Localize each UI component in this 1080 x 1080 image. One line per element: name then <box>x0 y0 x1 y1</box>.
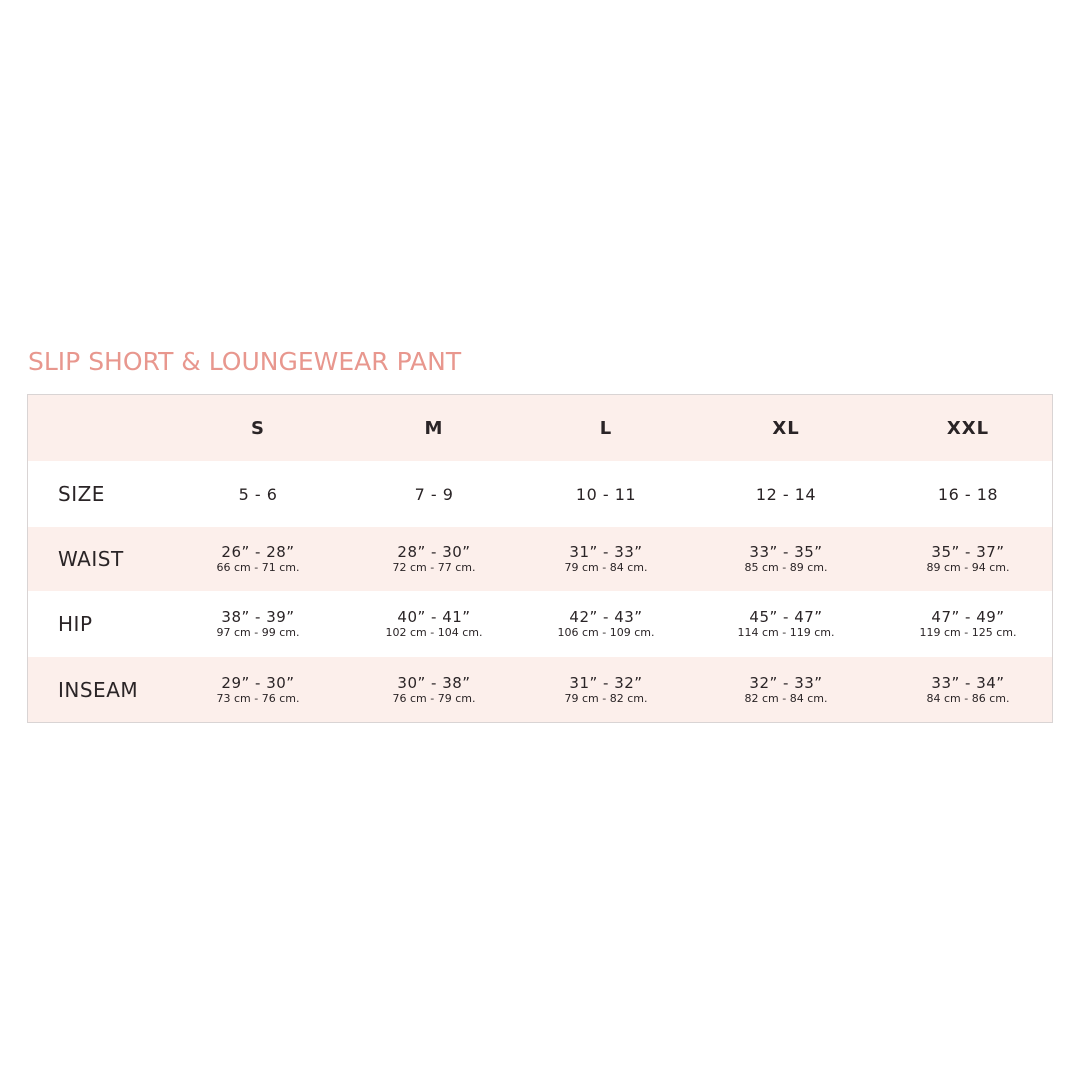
table-cell <box>344 461 524 527</box>
inch-value: 45” - 47” <box>749 608 823 626</box>
table-cell <box>516 527 696 591</box>
cm-value: 73 cm - 76 cm. <box>216 692 300 705</box>
inch-value: 38” - 39” <box>221 608 295 626</box>
header-cell-m <box>344 395 524 461</box>
cm-value: 102 cm - 104 cm. <box>385 626 483 639</box>
table-cell <box>878 591 1053 657</box>
table-header-row <box>28 395 1052 461</box>
table-cell <box>344 657 524 723</box>
table-cell <box>516 657 696 723</box>
header-cell-l <box>516 395 696 461</box>
header-cell-s <box>168 395 348 461</box>
inch-value: 40” - 41” <box>397 608 471 626</box>
inch-value: 47” - 49” <box>931 608 1005 626</box>
cm-value: 76 cm - 79 cm. <box>392 692 476 705</box>
table-cell <box>878 527 1053 591</box>
table-cell <box>516 591 696 657</box>
row-label: WAIST <box>58 547 124 571</box>
table-cell <box>696 461 876 527</box>
table-cell <box>344 527 524 591</box>
inch-value: 42” - 43” <box>569 608 643 626</box>
cell-value: 5 - 6 <box>238 484 278 504</box>
cm-value: 97 cm - 99 cm. <box>216 626 300 639</box>
header-label: M <box>424 417 444 439</box>
table-row-waist <box>28 527 1052 591</box>
table-cell <box>168 591 348 657</box>
inch-value: 28” - 30” <box>397 543 471 561</box>
inch-value: 32” - 33” <box>749 674 823 692</box>
table-cell <box>696 527 876 591</box>
cm-value: 119 cm - 125 cm. <box>919 626 1017 639</box>
header-cell-xxl <box>878 395 1053 461</box>
cm-value: 79 cm - 82 cm. <box>564 692 648 705</box>
size-chart-table <box>27 394 1053 723</box>
row-label: SIZE <box>58 482 105 506</box>
row-label: INSEAM <box>58 678 139 702</box>
inch-value: 33” - 34” <box>931 674 1005 692</box>
table-cell <box>696 591 876 657</box>
chart-title: SLIP SHORT & LOUNGEWEAR PANT <box>28 347 462 376</box>
table-cell <box>696 657 876 723</box>
table-row-size <box>28 461 1052 527</box>
header-label: XXL <box>946 417 990 439</box>
table-row-hip <box>28 591 1052 657</box>
inch-value: 30” - 38” <box>397 674 471 692</box>
cm-value: 106 cm - 109 cm. <box>557 626 655 639</box>
table-cell <box>878 657 1053 723</box>
inch-value: 31” - 32” <box>569 674 643 692</box>
table-cell <box>168 527 348 591</box>
header-label: XL <box>772 417 800 439</box>
inch-value: 26” - 28” <box>221 543 295 561</box>
header-label: L <box>599 417 613 439</box>
cm-value: 89 cm - 94 cm. <box>926 561 1010 574</box>
table-cell <box>344 591 524 657</box>
cm-value: 72 cm - 77 cm. <box>392 561 476 574</box>
cell-value: 10 - 11 <box>575 484 637 504</box>
row-label: HIP <box>58 612 93 636</box>
cm-value: 85 cm - 89 cm. <box>744 561 828 574</box>
cm-value: 114 cm - 119 cm. <box>737 626 835 639</box>
cm-value: 82 cm - 84 cm. <box>744 692 828 705</box>
cm-value: 79 cm - 84 cm. <box>564 561 648 574</box>
cell-value: 12 - 14 <box>755 484 817 504</box>
inch-value: 29” - 30” <box>221 674 295 692</box>
table-cell <box>878 461 1053 527</box>
table-cell <box>168 461 348 527</box>
cm-value: 84 cm - 86 cm. <box>926 692 1010 705</box>
table-row-inseam <box>28 657 1052 723</box>
header-cell-xl <box>696 395 876 461</box>
inch-value: 33” - 35” <box>749 543 823 561</box>
table-cell <box>168 657 348 723</box>
cell-value: 7 - 9 <box>414 484 454 504</box>
header-label: S <box>251 417 265 439</box>
inch-value: 31” - 33” <box>569 543 643 561</box>
inch-value: 35” - 37” <box>931 543 1005 561</box>
cm-value: 66 cm - 71 cm. <box>216 561 300 574</box>
cell-value: 16 - 18 <box>937 484 999 504</box>
table-cell <box>516 461 696 527</box>
